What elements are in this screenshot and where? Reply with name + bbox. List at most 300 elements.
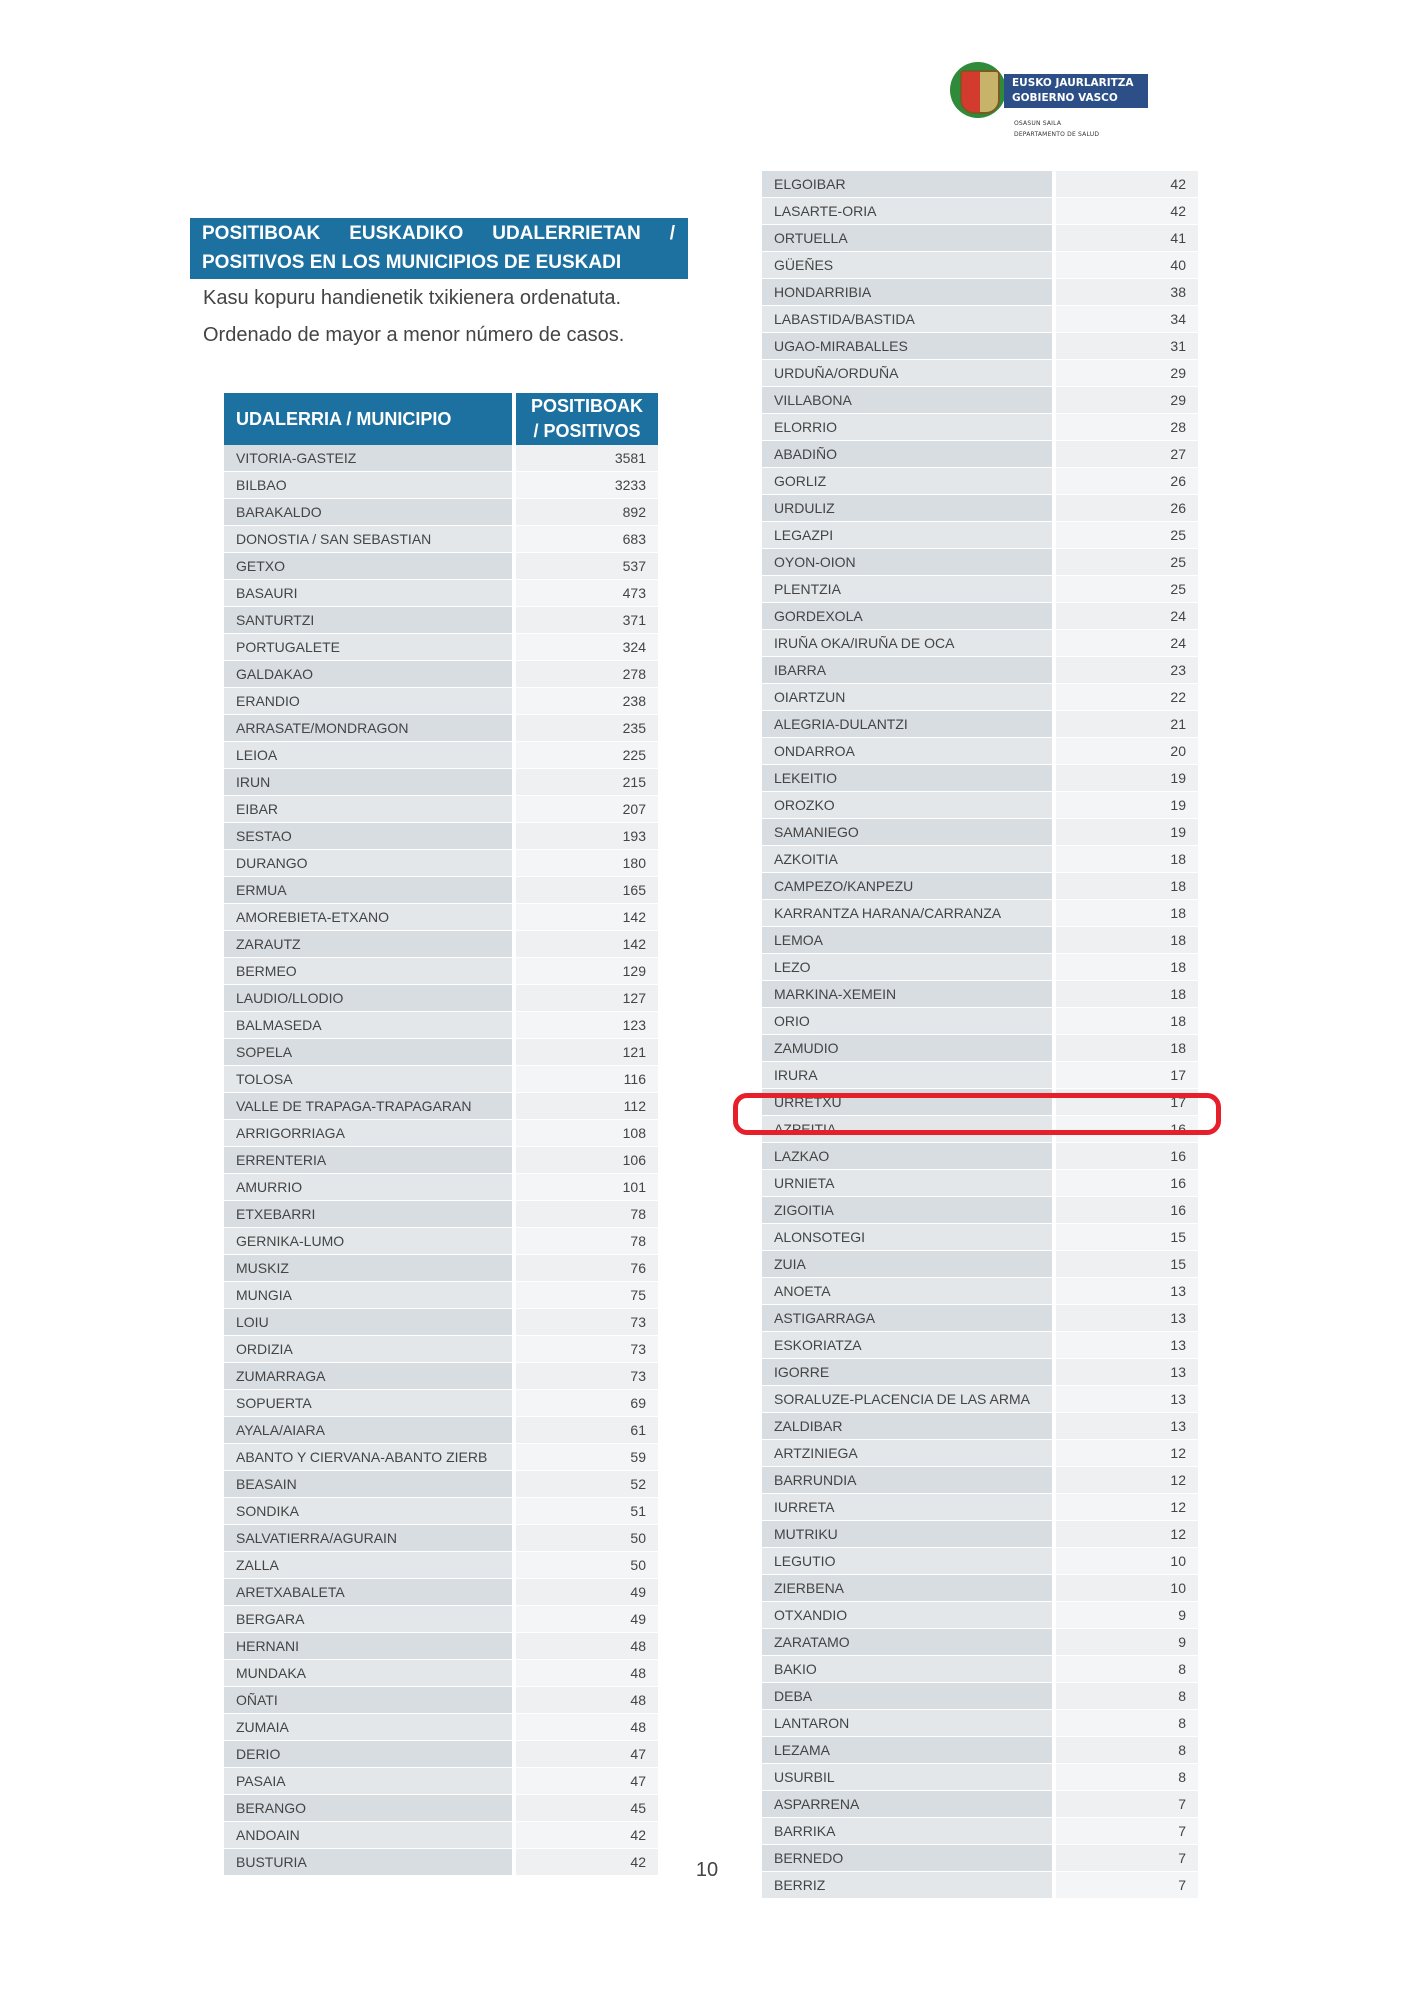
municipality-name: MUNGIA <box>224 1282 516 1309</box>
table-row <box>762 360 1198 387</box>
positive-count: 142 <box>516 931 658 958</box>
municipality-name: URNIETA <box>762 1170 1056 1197</box>
municipality-name: BERGARA <box>224 1606 516 1633</box>
municipality-name: LEMOA <box>762 927 1056 954</box>
positive-count: 42 <box>1056 171 1198 198</box>
municipality-name: ZARAUTZ <box>224 931 516 958</box>
title-line-2: POSITIVOS EN LOS MUNICIPIOS DE EUSKADI <box>202 252 622 273</box>
positive-count: 19 <box>1056 765 1198 792</box>
municipality-name: VALLE DE TRAPAGA-TRAPAGARAN <box>224 1093 516 1120</box>
positive-count: 42 <box>1056 198 1198 225</box>
positive-count: 127 <box>516 985 658 1012</box>
positive-count: 7 <box>1056 1791 1198 1818</box>
municipality-name: SESTAO <box>224 823 516 850</box>
table-row <box>762 1197 1198 1224</box>
table-row <box>762 576 1198 603</box>
table-row <box>762 711 1198 738</box>
municipality-name: OROZKO <box>762 792 1056 819</box>
municipality-name: GÜEÑES <box>762 252 1056 279</box>
municipality-name: PASAIA <box>224 1768 516 1795</box>
positive-count: 48 <box>516 1687 658 1714</box>
municipality-name: OTXANDIO <box>762 1602 1056 1629</box>
positive-count: 26 <box>1056 468 1198 495</box>
positive-count: 180 <box>516 850 658 877</box>
positive-count: 108 <box>516 1120 658 1147</box>
municipality-name: BERMEO <box>224 958 516 985</box>
municipality-name: IURRETA <box>762 1494 1056 1521</box>
municipality-name: ARRASATE/MONDRAGON <box>224 715 516 742</box>
municipality-name: ASTIGARRAGA <box>762 1305 1056 1332</box>
table-row <box>224 1660 658 1687</box>
table-row <box>762 171 1198 198</box>
table-row <box>762 1278 1198 1305</box>
positive-count: 473 <box>516 580 658 607</box>
positive-count: 47 <box>516 1741 658 1768</box>
municipality-name: PLENTZIA <box>762 576 1056 603</box>
municipality-name: GORDEXOLA <box>762 603 1056 630</box>
positive-count: 8 <box>1056 1656 1198 1683</box>
positive-count: 683 <box>516 526 658 553</box>
positive-count: 42 <box>516 1822 658 1849</box>
table-row <box>224 1498 658 1525</box>
municipality-name: DERIO <box>224 1741 516 1768</box>
positive-count: 8 <box>1056 1764 1198 1791</box>
gobierno-vasco-logo <box>950 62 1150 147</box>
municipality-name: LEZAMA <box>762 1737 1056 1764</box>
positive-count: 13 <box>1056 1278 1198 1305</box>
municipality-name: BERRIZ <box>762 1872 1056 1899</box>
municipality-name: UGAO-MIRABALLES <box>762 333 1056 360</box>
municipality-name: ELGOIBAR <box>762 171 1056 198</box>
municipality-name: ERANDIO <box>224 688 516 715</box>
table-row <box>762 441 1198 468</box>
table-row <box>224 445 658 472</box>
header-positivos <box>516 393 658 445</box>
table-row <box>224 1741 658 1768</box>
municipality-name: DONOSTIA / SAN SEBASTIAN <box>224 526 516 553</box>
header-positivos-line-1: POSITIBOAK <box>530 396 643 416</box>
table-header <box>224 393 658 445</box>
table-row <box>224 1714 658 1741</box>
municipality-name: LEKEITIO <box>762 765 1056 792</box>
municipality-name: DEBA <box>762 1683 1056 1710</box>
table-row <box>762 603 1198 630</box>
municipality-name: SORALUZE-PLACENCIA DE LAS ARMA <box>762 1386 1056 1413</box>
table-row <box>224 661 658 688</box>
municipality-name: ZUIA <box>762 1251 1056 1278</box>
table-row <box>224 499 658 526</box>
positive-count: 41 <box>1056 225 1198 252</box>
table-row <box>224 715 658 742</box>
positive-count: 15 <box>1056 1224 1198 1251</box>
municipality-name: IRURA <box>762 1062 1056 1089</box>
positive-count: 121 <box>516 1039 658 1066</box>
table-row <box>762 279 1198 306</box>
table-row <box>762 765 1198 792</box>
positive-count: 8 <box>1056 1710 1198 1737</box>
positive-count: 18 <box>1056 1008 1198 1035</box>
left-table-body <box>224 445 658 1876</box>
municipality-name: AYALA/AIARA <box>224 1417 516 1444</box>
positive-count: 34 <box>1056 306 1198 333</box>
municipality-name: ZUMARRAGA <box>224 1363 516 1390</box>
table-row <box>762 927 1198 954</box>
municipality-name: MUNDAKA <box>224 1660 516 1687</box>
positive-count: 18 <box>1056 954 1198 981</box>
table-row <box>762 846 1198 873</box>
positive-count: 324 <box>516 634 658 661</box>
table-row <box>762 900 1198 927</box>
positive-count: 7 <box>1056 1872 1198 1899</box>
municipality-name: GORLIZ <box>762 468 1056 495</box>
positive-count: 19 <box>1056 792 1198 819</box>
table-row <box>762 252 1198 279</box>
positive-count: 18 <box>1056 1035 1198 1062</box>
table-row <box>224 742 658 769</box>
municipality-name: IBARRA <box>762 657 1056 684</box>
positive-count: 13 <box>1056 1413 1198 1440</box>
municipality-name: BASAURI <box>224 580 516 607</box>
positive-count: 12 <box>1056 1440 1198 1467</box>
table-row <box>762 1656 1198 1683</box>
table-row <box>762 738 1198 765</box>
department-line-1: OSASUN SAILA <box>1014 120 1062 127</box>
positive-count: 40 <box>1056 252 1198 279</box>
table-row <box>224 1579 658 1606</box>
table-row <box>762 1548 1198 1575</box>
positive-count: 48 <box>516 1660 658 1687</box>
positive-count: 13 <box>1056 1359 1198 1386</box>
municipality-name: URRETXU <box>762 1089 1056 1116</box>
positive-count: 9 <box>1056 1602 1198 1629</box>
positive-count: 45 <box>516 1795 658 1822</box>
positive-count: 48 <box>516 1633 658 1660</box>
positive-count: 28 <box>1056 414 1198 441</box>
positive-count: 142 <box>516 904 658 931</box>
table-row <box>762 1143 1198 1170</box>
municipality-name: KARRANTZA HARANA/CARRANZA <box>762 900 1056 927</box>
table-row <box>224 1120 658 1147</box>
positive-count: 51 <box>516 1498 658 1525</box>
table-row <box>224 1282 658 1309</box>
municipality-name: GETXO <box>224 553 516 580</box>
positive-count: 13 <box>1056 1386 1198 1413</box>
municipality-name: BARAKALDO <box>224 499 516 526</box>
positive-count: 7 <box>1056 1818 1198 1845</box>
municipality-name: CAMPEZO/KANPEZU <box>762 873 1056 900</box>
table-row <box>762 954 1198 981</box>
table-row <box>762 1575 1198 1602</box>
table-row <box>224 1768 658 1795</box>
municipality-name: ARTZINIEGA <box>762 1440 1056 1467</box>
positive-count: 235 <box>516 715 658 742</box>
table-row <box>762 1602 1198 1629</box>
table-row <box>224 1309 658 1336</box>
table-row <box>224 958 658 985</box>
table-row <box>224 1606 658 1633</box>
table-row <box>224 1363 658 1390</box>
positive-count: 78 <box>516 1201 658 1228</box>
municipality-name: HERNANI <box>224 1633 516 1660</box>
positive-count: 25 <box>1056 522 1198 549</box>
positive-count: 16 <box>1056 1116 1198 1143</box>
table-row <box>762 387 1198 414</box>
positive-count: 112 <box>516 1093 658 1120</box>
positive-count: 24 <box>1056 630 1198 657</box>
table-row <box>224 1471 658 1498</box>
table-row <box>762 684 1198 711</box>
positive-count: 69 <box>516 1390 658 1417</box>
positive-count: 19 <box>1056 819 1198 846</box>
positive-count: 27 <box>1056 441 1198 468</box>
table-row <box>224 1822 658 1849</box>
municipality-name: ARETXABALETA <box>224 1579 516 1606</box>
header-municipio: UDALERRIA / MUNICIPIO <box>224 393 516 445</box>
positive-count: 215 <box>516 769 658 796</box>
municipality-name: IRUÑA OKA/IRUÑA DE OCA <box>762 630 1056 657</box>
table-row <box>224 985 658 1012</box>
positive-count: 10 <box>1056 1548 1198 1575</box>
positive-count: 371 <box>516 607 658 634</box>
municipality-name: MUSKIZ <box>224 1255 516 1282</box>
positive-count: 9 <box>1056 1629 1198 1656</box>
table-row <box>224 1687 658 1714</box>
table-row <box>224 1228 658 1255</box>
municipalities-table-right <box>762 171 1198 1899</box>
municipality-name: VITORIA-GASTEIZ <box>224 445 516 472</box>
table-row <box>762 225 1198 252</box>
positive-count: 12 <box>1056 1467 1198 1494</box>
table-row <box>224 1417 658 1444</box>
municipality-name: ESKORIATZA <box>762 1332 1056 1359</box>
municipality-name: ANOETA <box>762 1278 1056 1305</box>
table-row <box>224 1201 658 1228</box>
municipality-name: LEGAZPI <box>762 522 1056 549</box>
positive-count: 78 <box>516 1228 658 1255</box>
positive-count: 18 <box>1056 900 1198 927</box>
table-row <box>762 306 1198 333</box>
table-row <box>762 819 1198 846</box>
table-row <box>224 1336 658 1363</box>
municipality-name: SOPELA <box>224 1039 516 1066</box>
table-row <box>762 1332 1198 1359</box>
table-row <box>224 1066 658 1093</box>
positive-count: 10 <box>1056 1575 1198 1602</box>
municipality-name: IRUN <box>224 769 516 796</box>
positive-count: 537 <box>516 553 658 580</box>
positive-count: 73 <box>516 1336 658 1363</box>
municipality-name: ZIGOITIA <box>762 1197 1056 1224</box>
table-row <box>224 553 658 580</box>
table-row <box>224 877 658 904</box>
department-label <box>1014 118 1099 140</box>
logo-names <box>1004 74 1148 108</box>
municipality-name: LEGUTIO <box>762 1548 1056 1575</box>
table-row <box>762 522 1198 549</box>
right-table-body <box>762 171 1198 1899</box>
positive-count: 123 <box>516 1012 658 1039</box>
table-row <box>762 1386 1198 1413</box>
municipality-name: MARKINA-XEMEIN <box>762 981 1056 1008</box>
municipality-name: ETXEBARRI <box>224 1201 516 1228</box>
table-row <box>762 1467 1198 1494</box>
table-row <box>762 630 1198 657</box>
municipality-name: PORTUGALETE <box>224 634 516 661</box>
table-row <box>224 1390 658 1417</box>
table-row <box>224 1525 658 1552</box>
positive-count: 8 <box>1056 1737 1198 1764</box>
municipality-name: ZUMAIA <box>224 1714 516 1741</box>
positive-count: 165 <box>516 877 658 904</box>
municipality-name: ORTUELLA <box>762 225 1056 252</box>
table-row <box>224 823 658 850</box>
municipality-name: ZAMUDIO <box>762 1035 1056 1062</box>
positive-count: 238 <box>516 688 658 715</box>
positive-count: 106 <box>516 1147 658 1174</box>
municipality-name: BARRUNDIA <box>762 1467 1056 1494</box>
basque-coat-of-arms-icon <box>950 62 1006 118</box>
section-subtitle <box>203 280 723 354</box>
table-row <box>224 1012 658 1039</box>
municipality-name: SAMANIEGO <box>762 819 1056 846</box>
table-row <box>224 931 658 958</box>
table-row <box>224 1147 658 1174</box>
header-positivos-line-2: / POSITIVOS <box>533 421 641 441</box>
municipality-name: SONDIKA <box>224 1498 516 1525</box>
municipality-name: BUSTURIA <box>224 1849 516 1876</box>
municipality-name: BERANGO <box>224 1795 516 1822</box>
positive-count: 225 <box>516 742 658 769</box>
municipality-name: SANTURTZI <box>224 607 516 634</box>
positive-count: 22 <box>1056 684 1198 711</box>
table-row <box>224 526 658 553</box>
positive-count: 50 <box>516 1552 658 1579</box>
municipality-name: LAZKAO <box>762 1143 1056 1170</box>
positive-count: 73 <box>516 1363 658 1390</box>
table-row <box>762 1818 1198 1845</box>
positive-count: 278 <box>516 661 658 688</box>
municipality-name: ORDIZIA <box>224 1336 516 1363</box>
municipality-name: ANDOAIN <box>224 1822 516 1849</box>
table-row <box>762 1764 1198 1791</box>
table-row <box>762 1494 1198 1521</box>
positive-count: 12 <box>1056 1521 1198 1548</box>
municipality-name: ERMUA <box>224 877 516 904</box>
municipality-name: AZPEITIA <box>762 1116 1056 1143</box>
table-row <box>762 1521 1198 1548</box>
positive-count: 76 <box>516 1255 658 1282</box>
positive-count: 16 <box>1056 1143 1198 1170</box>
table-row <box>762 1035 1198 1062</box>
positive-count: 25 <box>1056 576 1198 603</box>
municipality-name: ABANTO Y CIERVANA-ABANTO ZIERB <box>224 1444 516 1471</box>
municipality-name: LOIU <box>224 1309 516 1336</box>
department-line-2: DEPARTAMENTO DE SALUD <box>1014 131 1100 138</box>
municipality-name: LASARTE-ORIA <box>762 198 1056 225</box>
municipality-name: ARRIGORRIAGA <box>224 1120 516 1147</box>
positive-count: 892 <box>516 499 658 526</box>
positive-count: 116 <box>516 1066 658 1093</box>
table-row <box>224 1444 658 1471</box>
positive-count: 47 <box>516 1768 658 1795</box>
positive-count: 129 <box>516 958 658 985</box>
municipality-name: BAKIO <box>762 1656 1056 1683</box>
table-row <box>224 1039 658 1066</box>
municipality-name: ABADIÑO <box>762 441 1056 468</box>
municipality-name: EIBAR <box>224 796 516 823</box>
table-row <box>762 1359 1198 1386</box>
positive-count: 101 <box>516 1174 658 1201</box>
municipality-name: LABASTIDA/BASTIDA <box>762 306 1056 333</box>
positive-count: 13 <box>1056 1332 1198 1359</box>
municipality-name: ZALLA <box>224 1552 516 1579</box>
positive-count: 50 <box>516 1525 658 1552</box>
table-row <box>224 1552 658 1579</box>
positive-count: 24 <box>1056 603 1198 630</box>
table-row <box>224 1255 658 1282</box>
positive-count: 20 <box>1056 738 1198 765</box>
municipality-name: OIARTZUN <box>762 684 1056 711</box>
municipality-name: USURBIL <box>762 1764 1056 1791</box>
municipality-name: ALEGRIA-DULANTZI <box>762 711 1056 738</box>
municipality-name: AZKOITIA <box>762 846 1056 873</box>
table-row <box>762 1008 1198 1035</box>
table-row <box>224 688 658 715</box>
positive-count: 59 <box>516 1444 658 1471</box>
municipalities-table-left <box>224 393 658 1876</box>
table-row <box>224 472 658 499</box>
table-row <box>224 580 658 607</box>
table-row <box>762 873 1198 900</box>
positive-count: 23 <box>1056 657 1198 684</box>
table-row <box>762 468 1198 495</box>
positive-count: 18 <box>1056 846 1198 873</box>
municipality-name: BALMASEDA <box>224 1012 516 1039</box>
table-row <box>224 634 658 661</box>
positive-count: 16 <box>1056 1197 1198 1224</box>
municipality-name: IGORRE <box>762 1359 1056 1386</box>
table-row <box>762 495 1198 522</box>
municipality-name: SOPUERTA <box>224 1390 516 1417</box>
table-row <box>762 792 1198 819</box>
municipality-name: ELORRIO <box>762 414 1056 441</box>
table-row <box>224 904 658 931</box>
table-row <box>762 1062 1198 1089</box>
positive-count: 193 <box>516 823 658 850</box>
positive-count: 8 <box>1056 1683 1198 1710</box>
positive-count: 52 <box>516 1471 658 1498</box>
municipality-name: ZARATAMO <box>762 1629 1056 1656</box>
positive-count: 21 <box>1056 711 1198 738</box>
title-line-1: POSITIBOAK EUSKADIKO UDALERRIETAN / <box>202 223 675 244</box>
table-row <box>762 549 1198 576</box>
municipality-name: LEIOA <box>224 742 516 769</box>
municipality-name: ZALDIBAR <box>762 1413 1056 1440</box>
municipality-name: SALVATIERRA/AGURAIN <box>224 1525 516 1552</box>
municipality-name: ASPARRENA <box>762 1791 1056 1818</box>
municipality-name: LEZO <box>762 954 1056 981</box>
positive-count: 15 <box>1056 1251 1198 1278</box>
table-row <box>224 850 658 877</box>
municipality-name: URDUÑA/ORDUÑA <box>762 360 1056 387</box>
positive-count: 16 <box>1056 1170 1198 1197</box>
positive-count: 49 <box>516 1606 658 1633</box>
lazkao-highlight-box <box>733 1093 1221 1135</box>
table-row <box>224 1174 658 1201</box>
logo-line-2: GOBIERNO VASCO <box>1012 92 1118 104</box>
positive-count: 17 <box>1056 1062 1198 1089</box>
table-row <box>224 769 658 796</box>
